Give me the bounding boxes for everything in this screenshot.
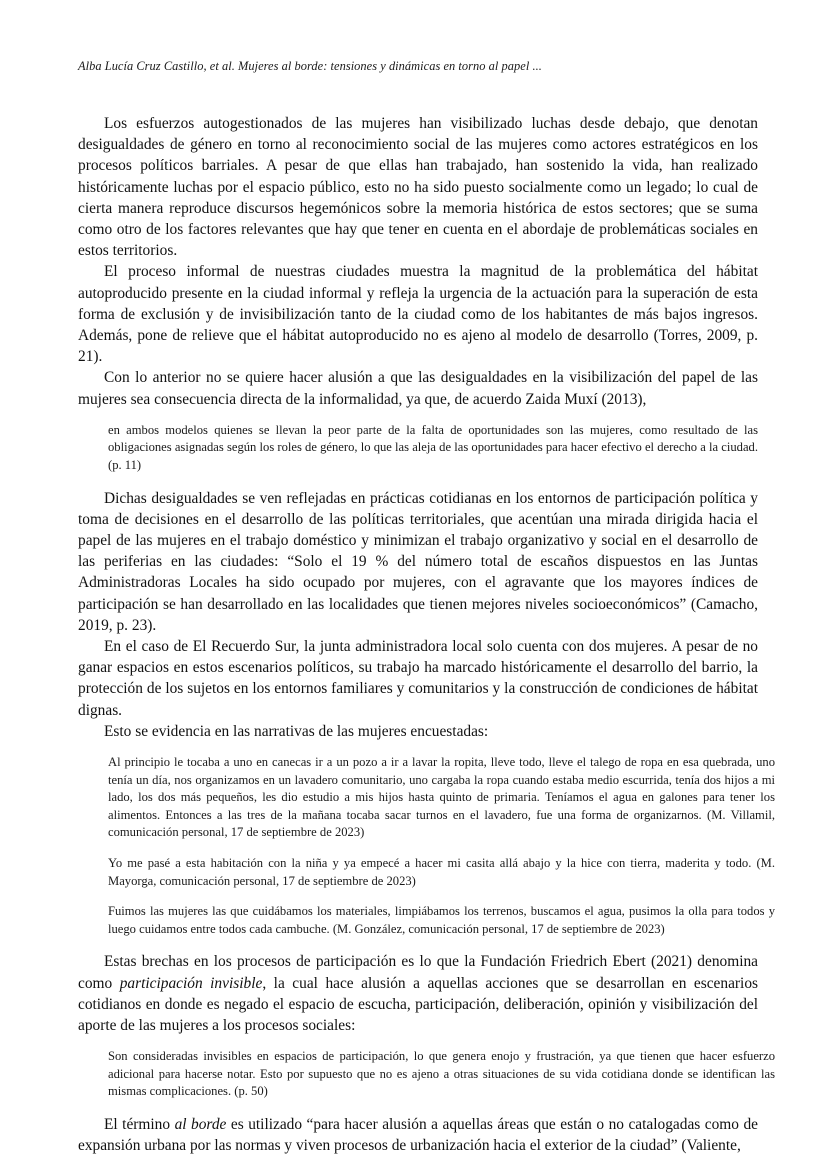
paragraph-narrativas-intro: Esto se evidencia en las narrativas de las mujeres encuestadas: bbox=[104, 722, 489, 740]
spacer bbox=[78, 842, 758, 855]
spacer bbox=[78, 742, 758, 754]
spacer bbox=[78, 938, 758, 951]
paragraph-desigualdades-intro: Con lo anterior no se quiere hacer alusión a que las desigualdades en la visibilización del papel de las mujeres sea consecuencia directa de la informalidad, ya que, de acuerdo Zaida Muxí (2013), bbox=[78, 369, 758, 408]
testimonial-gonzalez: Fuimos las mujeres las que cuidábamos los materiales, limpiábamos los terrenos, buscamos el agua, pusimos la olla para todos y luego cuidamos entre todos cada cambuche. (M. González, comunicación personal, 17 de septiembre de 2023) bbox=[108, 904, 775, 936]
running-header: Alba Lucía Cruz Castillo, et al. Mujeres al borde: tensiones y dinámicas en torno al papel ... bbox=[78, 59, 542, 73]
spacer bbox=[78, 1101, 758, 1114]
paragraph-text-tail: es utilizado “para hacer alusión a aquellas áreas que están o no catalogadas como de expansión urbana por las normas y viven procesos de urbanización hacia el exterior de la ciudad” (Valiente, bbox=[78, 1116, 758, 1155]
term-participacion-invisible: participación invisible bbox=[119, 974, 263, 992]
page-body-column bbox=[78, 113, 775, 1156]
blockquote-muxi: en ambos modelos quienes se llevan la peor parte de la falta de oportunidades son las mujeres, como resultado de las obligaciones asignadas según los roles de género, lo que las aleja de las oportunidades para hacer efectivo el derecho a la ciudad. (p. 11) bbox=[108, 422, 758, 473]
paragraph-text-tail: , la cual hace alusión a aquellas acciones que se desarrollan en escenarios cotidianos en donde es negado el espacio de escucha, participación, deliberación, opinión y visibilización del aporte de las mujeres a los procesos sociales: bbox=[78, 974, 759, 1035]
paragraph-al-borde bbox=[78, 1114, 758, 1156]
paragraph-text-lead: El término bbox=[104, 1116, 175, 1133]
term-al-borde: al borde bbox=[174, 1116, 227, 1133]
paragraph-recuerdo-sur: En el caso de El Recuerdo Sur, la junta administradora local solo cuenta con dos mujeres. A pesar de no ganar espacios en estos escenarios políticos, su trabajo ha marcado históricamente el desarrollo del barrio, la protección de los sujetos en los entornos familiares y comunitarios y la construcción de condiciones de hábitat dignas. bbox=[78, 638, 758, 719]
paragraph-practicas-cotidianas: Dichas desigualdades se ven reflejadas en prácticas cotidianas en los entornos de participación política y toma de decisiones en el desarrollo de las políticas territoriales, que acentúan una mirada dirigida hacia el papel de las mujeres en el trabajo doméstico y minimizan el trabajo organizativo y social en el desarrollo de las periferias en las ciudades: “Solo el 19 % del número total de escaños dispuestos en las Juntas Administradoras Locales ha sido ocupado por mujeres, con el agravante que los mayores índices de participación se han desarrollado en las localidades que tienen mejores niveles socioeconómicos” (Camacho, 2019, p. 23). bbox=[78, 489, 758, 634]
spacer bbox=[78, 1036, 758, 1048]
paragraph-proceso-informal: El proceso informal de nuestras ciudades muestra la magnitud de la problemática del hábitat autoproducido presente en la ciudad informal y refleja la urgencia de la actuación para la superación de esta forma de exclusión y de invisibilización tanto de la ciudad como de los habitantes de más bajos ingresos. Además, pone de relieve que el hábitat autoproducido no es ajeno al modelo de desarrollo (Torres, 2009, p. 21). bbox=[78, 263, 758, 366]
paragraph-text-lead: Estas brechas en los procesos de participación es lo que la Fundación Friedrich Ebert (2021) denomina como bbox=[78, 953, 758, 992]
paragraph-participacion-invisible bbox=[78, 951, 758, 1036]
paragraph-autogestion: Los esfuerzos autogestionados de las mujeres han visibilizado luchas desde debajo, que denotan desigualdades de género en torno al reconocimiento social de las mujeres como actores estratégicos en los procesos políticos barriales. A pesar de que ellas han trabajado, han sostenido la vida, han realizado históricamente luchas por el espacio público, esto no ha sido puesto socialmente como un legado; lo cual de cierta manera reproduce discursos hegemónicos sobre la memoria histórica de estos sectores; que se suma como otro de los factores relevantes que hay que tener en cuenta en el abordaje de problemáticas sociales en estos territorios. bbox=[78, 115, 758, 260]
blockquote-fundacion-ebert: Son consideradas invisibles en espacios de participación, lo que genera enojo y frustración, ya que tienen que hacer esfuerzo adicional para hacerse notar. Esto por supuesto que no es ajeno a otras situaciones de su vida cotidiana donde se identifican las mismas complicaciones. (p. 50) bbox=[108, 1049, 775, 1099]
testimonial-mayorga: Yo me pasé a esta habitación con la niña y ya empecé a hacer mi casita allá abajo y la hice con tierra, maderita y todo. (M. Mayorga, comunicación personal, 17 de septiembre de 2023) bbox=[108, 856, 775, 888]
testimonial-villamil: Al principio le tocaba a uno en canecas ir a un pozo a ir a lavar la ropita, lleve todo, lleve el talego de ropa en esa quebrada, uno tenía un día, nos organizamos en un lavadero comunitario, uno cargaba la ropa cuando estaba medio escurrida, tenía dos hijos a mi lado, los dos más pequeños, les dio estudio a mis hijos hasta quinto de primaria. Teníamos el agua en galones para tener los alimentos. Entonces a las tres de la mañana tocaba sacar turnos en el lavadero, fue una forma de organizarnos. (M. Villamil, comunicación personal, 17 de septiembre de 2023) bbox=[108, 755, 775, 840]
spacer bbox=[78, 475, 758, 488]
spacer bbox=[78, 890, 758, 903]
spacer bbox=[78, 410, 758, 422]
